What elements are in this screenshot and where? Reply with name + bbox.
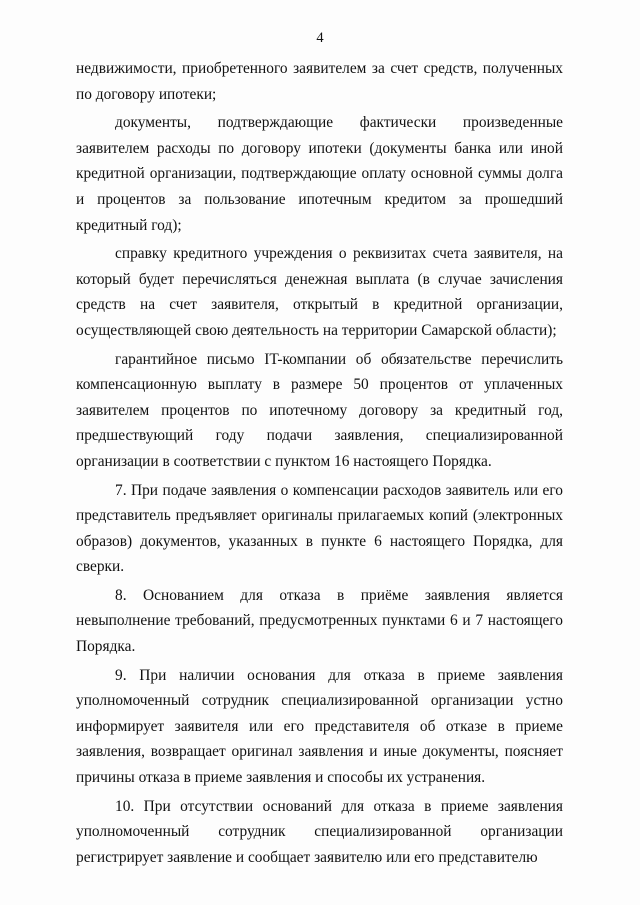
paragraph-item-9: 9. При наличии основания для отказа в приеме заявления уполномоченный сотрудник специализированной организации устно информирует заявителя или его представителя об отказе в приеме заявления, возвращает оригинал заявления и иные документы, поясняет причины отказа в приеме заявления и способы их устранения.: [76, 666, 563, 787]
paragraph-guarantee-letter: гарантийное письмо IT-компании об обязательстве перечислить компенсационную выплату в размере 50 процентов от уплаченных заявителем процентов по ипотечному договору за кредитный год, предшествующий году подачи заявления, специализированной организации в соответствии с пунктом 16 настоящего Порядка.: [76, 350, 563, 470]
paragraph-expense-documents: документы, подтверждающие фактически произведенные заявителем расходы по договору ипотеки (документы банка или иной кредитной организации, подтверждающие оплату основной суммы долга и процентов за пользование ипотечным кредитом за прошедший кредитный год);: [76, 114, 563, 234]
paragraph-item-10: 10. При отсутствии оснований для отказа в приеме заявления уполномоченный сотрудник специализированной организации регистрирует заявление и сообщает заявителю или его представителю: [76, 797, 563, 866]
page-number: 4: [316, 30, 324, 46]
document-body: [76, 56, 563, 873]
paragraph-continuation: недвижимости, приобретенного заявителем за счет средств, полученных по договору ипотеки;: [76, 60, 563, 103]
paragraph-bank-certificate: справку кредитного учреждения о реквизитах счета заявителя, на который будет перечисляться денежная выплата (в случае зачисления средств на счет заявителя, открытый в кредитной организации, осуществляющей свою деятельность на территории Самарской области);: [76, 245, 563, 339]
paragraph-item-8: 8. Основанием для отказа в приёме заявления является невыполнение требований, предусмотренных пунктами 6 и 7 настоящего Порядка.: [76, 586, 563, 656]
paragraph-item-7: 7. При подаче заявления о компенсации расходов заявитель или его представитель предъявляет оригиналы прилагаемых копий (электронных образов) документов, указанных в пункте 6 настоящего Порядка, для сверки.: [76, 481, 563, 576]
